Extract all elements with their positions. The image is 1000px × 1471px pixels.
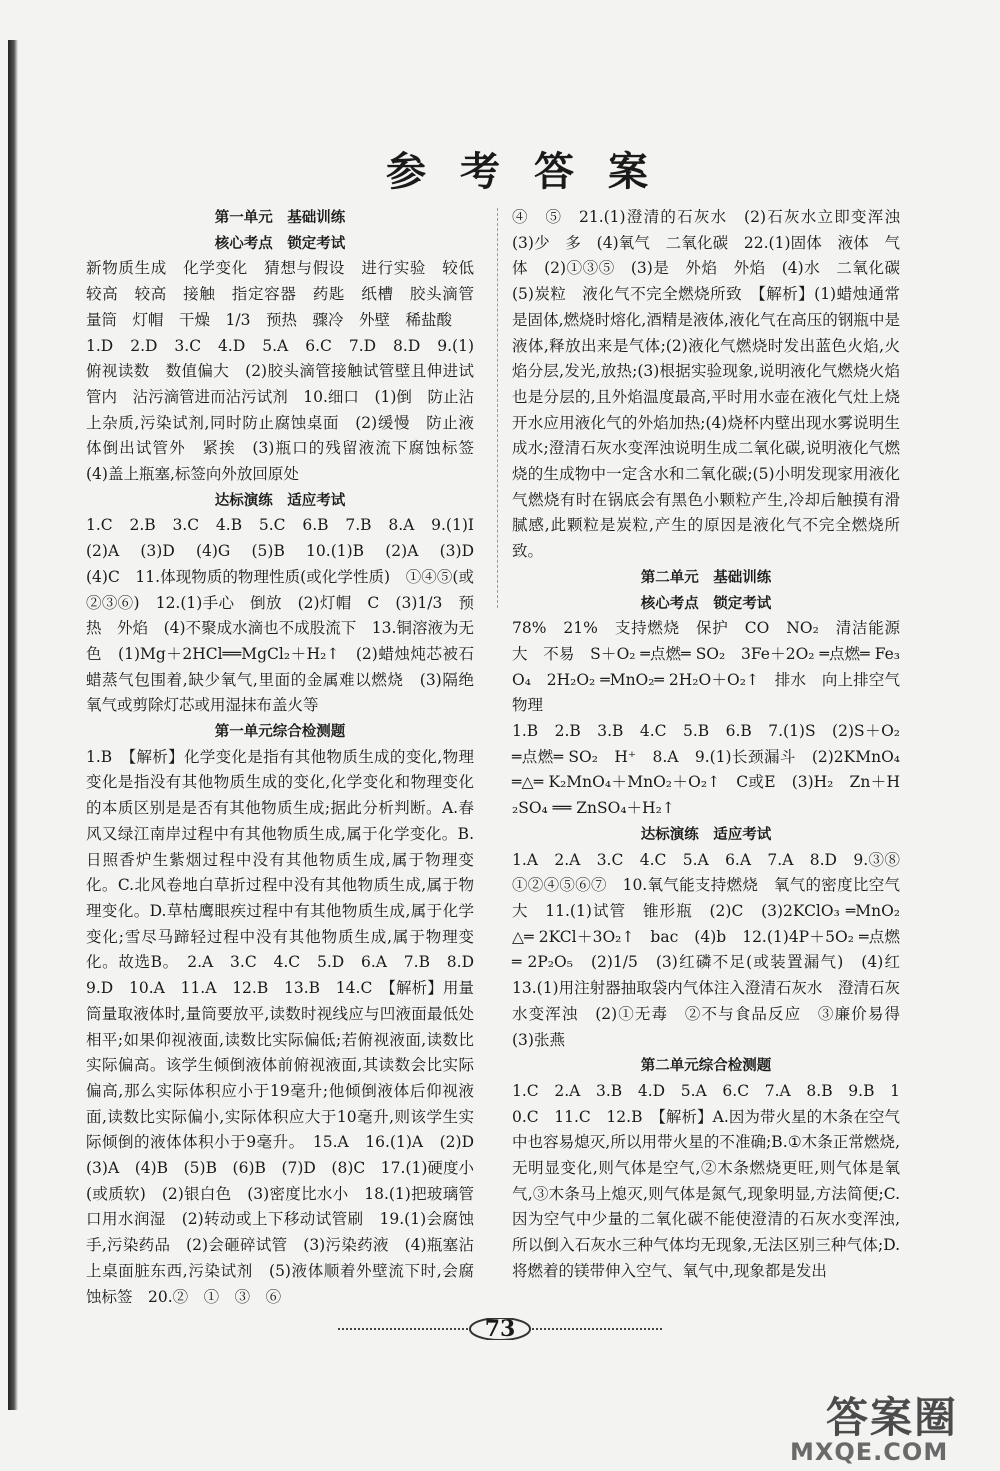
section-heading: 达标演练 适应考试 — [640, 825, 772, 843]
section-heading: 核心考点 锁定考试 — [214, 234, 346, 252]
page-number: 73 — [484, 1316, 516, 1342]
section-heading: 第二单元综合检测题 — [640, 1057, 772, 1075]
section-heading: 核心考点 锁定考试 — [640, 594, 772, 612]
section-heading: 达标演练 适应考试 — [214, 491, 346, 509]
answer-paragraph: ④ ⑤ 21.(1)澄清的石灰水 (2)石灰水立即变浑浊 (3)少 多 (4)氧气 二氧化碳 22.(1)固体 液体 气体 (2)①③⑤ (3)是 外焰 外焰 (4)水 二氧化碳 (5)炭粒 液化气不完全燃烧所致 【解析】(1)蜡烛通常是固体,燃烧时熔化,酒精是液体,液化气在高压的钢瓶中是液体,释放出来是气体;(2)液化气燃烧时发出蓝色火焰,火焰分层,发光,放热;(3)根据实验现象,说明液化气燃烧火焰也是分层的,且外焰温度最高,平时用水壶在液化气灶上烧开水应用液化气的外焰加热;(4)烧杯内壁出现水雾说明生成水;澄清石灰水变浑浊说明生成二氧化碳,说明液化气燃烧的生成物中一定含水和二氧化碳;(5)小明发现家用液化气燃烧有时在锅底会有黑色小颗粒产生,冷却后触摸有滑腻感,此颗粒是炭粒,产生的原因是液化气不完全燃烧所致。 — [512, 208, 916, 561]
answer-paragraph: 1.B 【解析】化学变化是指有其他物质生成的变化,物理变化是指没有其他物质生成的变化,化学变化和物理变化的本质区别是是否有其他物质生成;据此分析判断。A.春风又绿江南岸过程中有其他物质生成,属于化学变化。B.日照香炉生紫烟过程中没有其他物质生成,属于物理变化。C.北风卷地白草折过程中没有其他物质生成,属于物理变化。D.草枯鹰眼疾过程中有其他物质生成,属于化学变化;雪尽马蹄轻过程中没有其他物质生成,属于物理变化。故选B。 2.A 3.C 4.C 5.D 6.A 7.B 8.D 9.D 10.A 11.A 12.B 13.B 14.C 【解析】用量筒量取液体时,量筒要放平,读数时视线应与凹液面最低处相平;如果仰视液面,读数比实际偏低;若俯视液面,读数比实际偏高。该学生倾倒液体前俯视液面,其读数会比实际偏高,那么实际体积应小于19毫升;他倾倒液体后仰视液面,读数比实际偏小,实际体积应大于10毫升,则该学生实际倾倒的液体体积小于9毫升。 15.A 16.(1)A (2)D (3)A (4)B (5)B (6)B (7)D (8)C 17.(1)硬度小(或质软) (2)银白色 (3)密度比水小 18.(1)把玻璃管口用水润湿 (2)转动或上下移动试管刷 19.(1)会腐蚀手,污染药品 (2)会砸碎试管 (3)污染药液 (4)瓶塞沾上桌面脏东西,污染试剂 (5)液体顺着外壁流下时,会腐蚀标签 20.② ① ③ ⑥ — [86, 747, 490, 1306]
watermark-url: MXQE.COM — [790, 1438, 949, 1466]
right-column — [512, 205, 916, 1285]
answer-paragraph: 78% 21% 支持燃烧 保护 CO NO₂ 清洁能源 大 不易 S＋O₂ ═点燃═ SO₂ 3Fe＋2O₂ ═点燃═ Fe₃O₄ 2H₂O₂ ═MnO₂═ 2H₂O＋O₂↑ 排水 向上排空气 物理 — [512, 619, 916, 715]
column-divider — [497, 208, 499, 608]
page-title: 参考答案 — [386, 148, 682, 195]
answer-paragraph: 1.A 2.A 3.C 4.C 5.A 6.A 7.A 8.D 9.③⑧ ①②④⑤⑥⑦ 10.氧气能支持燃烧 氧气的密度比空气大 11.(1)试管 锥形瓶 (2)C (3)2KClO₃ ═MnO₂ △═ 2KCl＋3O₂↑ bac (4)b 12.(1)4P＋5O₂ ═点燃═ 2P₂O₅ (2)1/5 (3)红磷不足(或装置漏气) (4)红 13.(1)用注射器抽取袋内气体注入澄清石灰水 澄清石灰水变浑浊 (2)①无毒 ②不与食品反应 ③廉价易得 (3)张燕 — [512, 850, 916, 1049]
page-binding-edge — [8, 40, 18, 1410]
section-heading: 第二单元 基础训练 — [640, 568, 772, 586]
answer-paragraph: 1.B 2.B 3.B 4.C 5.B 6.B 7.(1)S (2)S＋O₂ ═点燃═ SO₂ H⁺ 8.A 9.(1)长颈漏斗 (2)2KMnO₄ ═△═ K₂MnO₄＋MnO₂＋O₂↑ C或E (3)H₂ Zn＋H₂SO₄ ══ ZnSO₄＋H₂↑ — [512, 722, 900, 818]
left-column — [86, 205, 490, 1310]
answer-paragraph: 新物质生成 化学变化 猜想与假设 进行实验 较低 较高 较高 接触 指定容器 药匙 纸槽 胶头滴管 量筒 灯帽 干燥 1/3 预热 骤冷 外壁 稀盐酸 — [86, 259, 490, 329]
answer-paragraph: 1.C 2.B 3.C 4.B 5.C 6.B 7.B 8.A 9.(1)I (2)A (3)D (4)G (5)B 10.(1)B (2)A (3)D (4)C 11.体现物质的物理性质(或化学性质) ①④⑤(或②③⑥) 12.(1)手心 倒放 (2)灯帽 C (3)1/3 预热 外焰 (4)不聚成水滴也不成股流下 13.铜溶液为无色 (1)Mg＋2HCl══MgCl₂＋H₂↑ (2)蜡烛炖芯被石蜡蒸气包围着,缺少氧气,里面的金属难以燃烧 (3)隔绝氧气或剪除灯芯或用湿抹布盖火等 — [86, 516, 490, 715]
answer-paragraph: 1.D 2.D 3.C 4.D 5.A 6.C 7.D 8.D 9.(1)俯视读数 数值偏大 (2)胶头滴管接触试管壁且伸进试管内 沾污滴管进而沾污试剂 10.细口 (1)倒 防止沾上杂质,污染试剂,同时防止腐蚀桌面 (2)缓慢 防止液体倒出试管外 紧挨 (3)瓶口的残留液流下腐蚀标签 (4)盖上瓶塞,标签向外放回原处 — [86, 336, 490, 484]
section-heading: 第一单元 基础训练 — [214, 209, 346, 226]
watermark-logo: 答案圈 — [826, 1393, 959, 1442]
answer-paragraph: 1.C 2.A 3.B 4.D 5.A 6.C 7.A 8.B 9.B 10.C 11.C 12.B 【解析】A.因为带火星的木条在空气中也容易熄灭,所以用带火星的不准确;B.①木条正常燃烧,无明显变化,则气体是空气,②木条燃烧更旺,则气体是氧气,③木条马上熄灭,则气体是氮气,现象明显,方法简便;C.因为空气中少量的二氧化碳不能使澄清的石灰水变浑浊,所以倒入石灰水三种气体均无现象,无法区别三种气体;D.将燃着的镁带伸入空气、氧气中,现象都是发出 — [512, 1081, 900, 1280]
section-heading: 第一单元综合检测题 — [214, 723, 346, 741]
